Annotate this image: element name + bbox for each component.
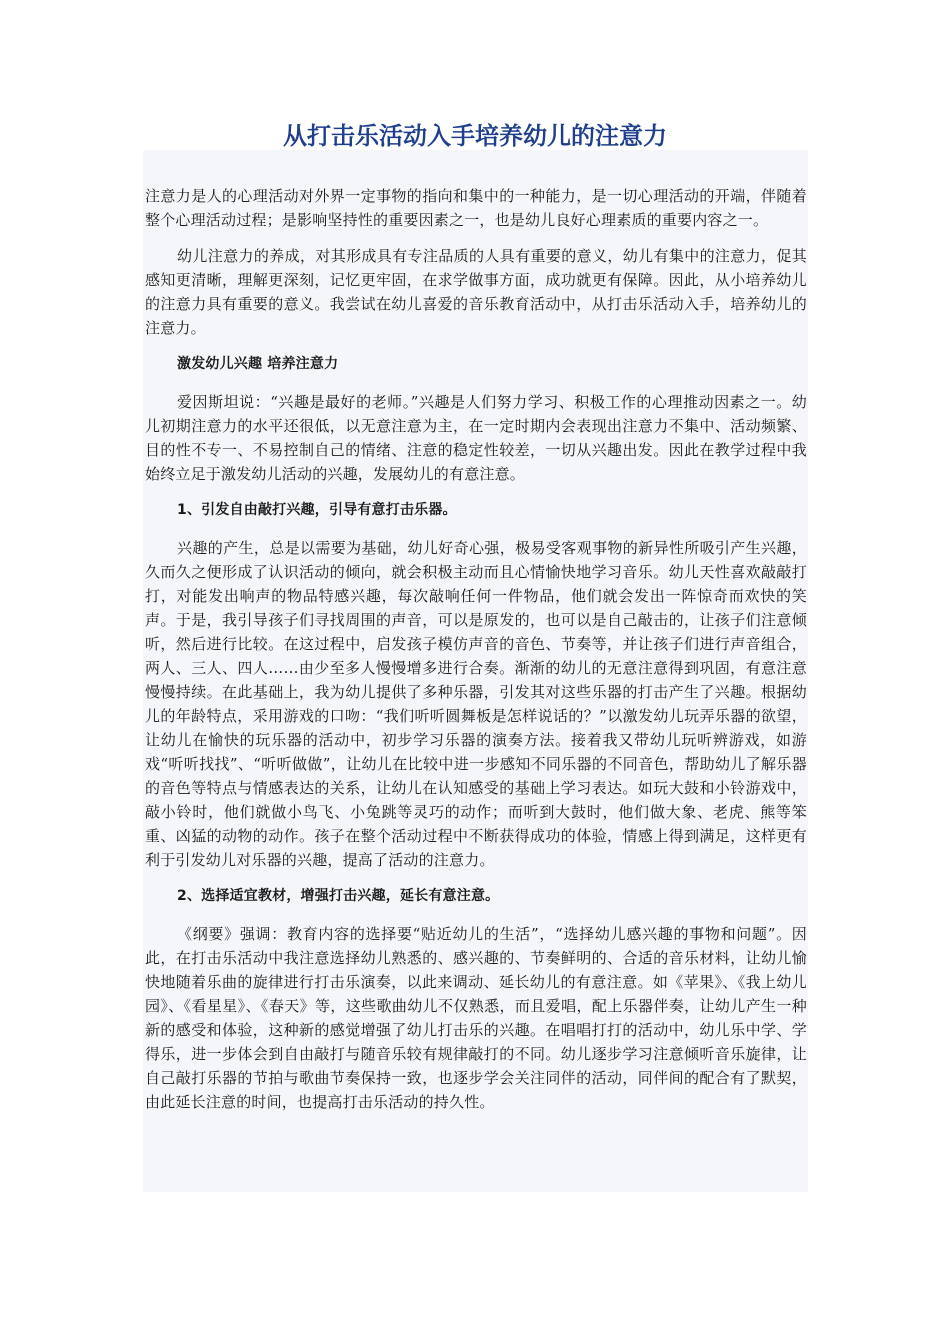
subheading-free-tapping: 1、引发自由敲打兴趣，引导有意打击乐器。 — [177, 502, 457, 518]
paragraph-materials: 《纲要》强调：教育内容的选择要“贴近幼儿的生活”，“选择幼儿感兴趣的事物和问题”。因此，在打击乐活动中我注意选择幼儿熟悉的、感兴趣的、节奏鲜明的、合适的音乐材料，让幼儿愉快地随着乐曲的旋律进行打击乐演奏，以此来调动、延长幼儿的有意注意。如《苹果》、《我上幼儿园》、《看星星》、《春天》等，这些歌曲幼儿不仅熟悉，而且爱唱，配上乐器伴奏，让幼儿产生一种新的感受和体验，这种新的感觉增强了幼儿打击乐的兴趣。在唱唱打打的活动中，幼儿乐中学、学得乐，进一步体会到自由敲打与随音乐较有规律敲打的不同。幼儿逐步学习注意倾听音乐旋律，让自己敲打乐器的节拍与歌曲节奏保持一致，也逐步学会关注同伴的活动，同伴间的配合有了默契，由此延长注意的时间，也提高打击乐活动的持久性。 — [145, 925, 807, 1111]
paragraph-free-tapping: 兴趣的产生，总是以需要为基础，幼儿好奇心强，极易受客观事物的新异性所吸引产生兴趣，久而久之便形成了认识活动的倾向，就会积极主动而且心情愉快地学习音乐。幼儿天性喜欢敲敲打打，对能发出响声的物品特感兴趣，每次敲响任何一件物品，他们就会发出一阵惊奇而欢快的笑声。于是，我引导孩子们寻找周围的声音，可以是原发的，也可以是自己敲击的，让孩子们注意倾听，然后进行比较。在这过程中，启发孩子模仿声音的音色、节奏等，并让孩子们进行声音组合，两人、三人、四人……由少至多人慢慢增多进行合奏。渐渐的幼儿的无意注意得到巩固，有意注意慢慢持续。在此基础上，我为幼儿提供了多种乐器，引发其对这些乐器的打击产生了兴趣。根据幼儿的年龄特点，采用游戏的口吻：“我们听听圆舞板是怎样说话的？”以激发幼儿玩弄乐器的欲望，让幼儿在愉快的玩乐器的活动中，初步学习乐器的演奏方法。接着我又带幼儿玩听辨游戏，如游戏“听听找找”、“听听做做”，让幼儿在比较中进一步感知不同乐器的不同音色，帮助幼儿了解乐器的音色等特点与情感表达的关系，让幼儿在认知感受的基础上学习表达。如玩大鼓和小铃游戏中，敲小铃时，他们就做小鸟飞、小兔跳等灵巧的动作；而听到大鼓时，他们做大象、老虎、熊等笨重、凶猛的动物的动作。孩子在整个活动过程中不断获得成功的体验，情感上得到满足，这样更有利于引发幼儿对乐器的兴趣，提高了活动的注意力。 — [145, 539, 807, 869]
article-body — [145, 184, 807, 1126]
document-title: 从打击乐活动入手培养幼儿的注意力 — [283, 122, 667, 150]
paragraph-importance: 幼儿注意力的养成，对其形成具有专注品质的人具有重要的意义，幼儿有集中的注意力，促其感知更清晰，理解更深刻，记忆更牢固，在求学做事方面，成功就更有保障。因此，从小培养幼儿的注意力具有重要的意义。我尝试在幼儿喜爱的音乐教育活动中，从打击乐活动入手，培养幼儿的注意力。 — [145, 247, 807, 337]
section-heading-interest: 激发幼儿兴趣 培养注意力 — [177, 356, 339, 372]
subheading-materials: 2、选择适宜教材，增强打击兴趣，延长有意注意。 — [177, 888, 500, 904]
paragraph-einstein: 爱因斯坦说：“兴趣是最好的老师。”兴趣是人们努力学习、积极工作的心理推动因素之一。幼儿初期注意力的水平还很低，以无意注意为主，在一定时期内会表现出注意力不集中、活动频繁、目的性不专一、不易控制自己的情绪、注意的稳定性较差，一切从兴趣出发。因此在教学过程中我始终立足于激发幼儿活动的兴趣，发展幼儿的有意注意。 — [145, 393, 807, 483]
paragraph-intro: 注意力是人的心理活动对外界一定事物的指向和集中的一种能力，是一切心理活动的开端，伴随着整个心理活动过程；是影响坚持性的重要因素之一，也是幼儿良好心理素质的重要内容之一。 — [145, 187, 807, 229]
